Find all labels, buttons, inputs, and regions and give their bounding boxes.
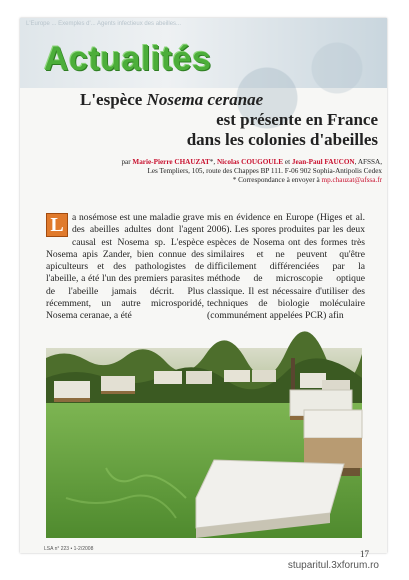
email-link[interactable]: mp.chauzat@afssa.fr — [321, 176, 382, 184]
title-line-3: dans les colonies d'abeilles — [186, 130, 378, 149]
title-line-1: L'espèce Nosema ceranae — [80, 90, 264, 109]
page-number: 17 — [360, 549, 369, 559]
author-name: Marie-Pierre CHAUZAT — [132, 158, 210, 166]
journal-reference: LSA n° 223 • 1-2/2008 — [44, 546, 94, 552]
beehives-photo — [46, 348, 362, 538]
author-line: par Marie-Pierre CHAUZAT*, Nicolas COUGOULE et Jean-Paul FAUCON, AFSSA, — [121, 158, 382, 166]
beehives-illustration — [46, 348, 362, 538]
article-title — [78, 90, 378, 150]
author-address: Les Templiers, 105, route des Chappes BP 111. F-06 902 Sophia-Antipolis Cedex — [147, 167, 382, 175]
site-watermark: stuparitul.3xforum.ro — [287, 560, 379, 571]
body-column-left — [46, 212, 204, 323]
title-species: Nosema ceranae — [146, 90, 264, 109]
section-title: Actualités — [44, 40, 212, 78]
header-ghost-text: L'Europe ... Exemples d'... Agents infectieux des abeilles... — [26, 21, 182, 27]
author-block — [70, 158, 382, 185]
title-line-2: est présente en France — [216, 110, 378, 129]
drop-cap: L — [46, 213, 68, 237]
body-column-right: mis en évidence en Europe (Higes et al. 2006). Les spores produites par les deux espèces de Nosema ont des formes très similaires et ne peuvent qu'être difficilement différenciées par la méthode de microscopie optique classique. Il est nécessaire d'utiliser des techniques de biologie moléculaire (communément appelées PCR) afin — [207, 212, 365, 322]
body-text-left: a nosémose est une maladie grave des abeilles adultes dont l'agent causal est Nosema sp. L'espèce Nosema apis Zander, bien connue des apiculteurs et des pathologistes de l'abeille, a été l'un des premiers parasites de l'abeille jamais décrit. Plus récemment, un autre microsporidé, Nosema ceranae, a été — [46, 212, 204, 322]
correspondence-line: * Correspondance à envoyer à mp.chauzat@afssa.fr — [232, 176, 382, 184]
author-name: Nicolas COUGOULE — [216, 158, 284, 166]
author-name: Jean-Paul FAUCON — [291, 158, 355, 166]
magazine-page — [20, 18, 387, 559]
